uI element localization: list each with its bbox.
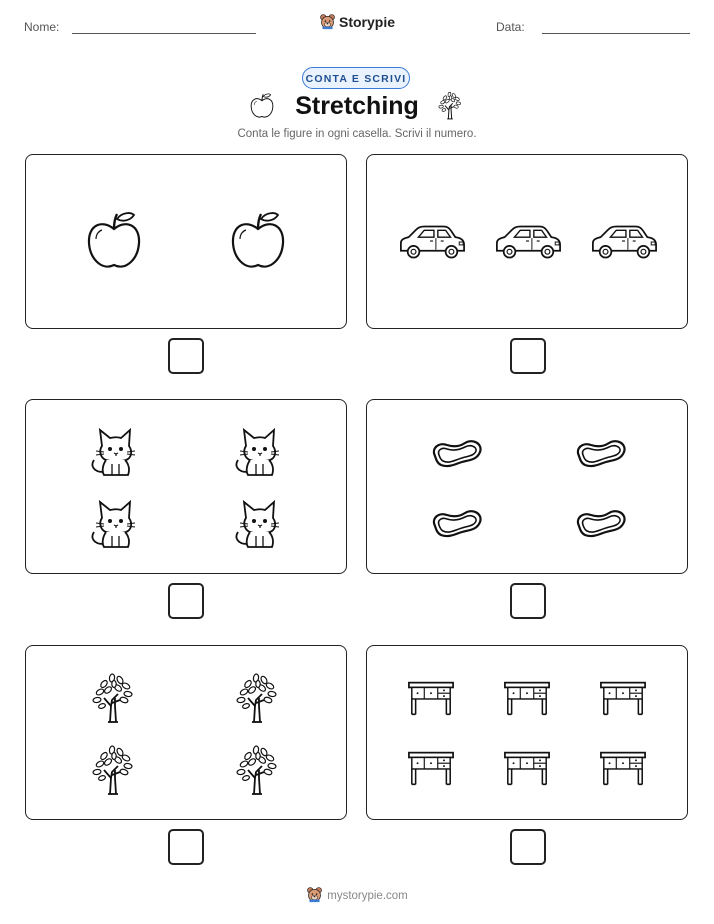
- desk-figure: [599, 748, 647, 788]
- bear-icon: [319, 13, 336, 33]
- instructions: Conta le figure in ogni casella. Scrivi il numero.: [237, 128, 477, 140]
- tree-figure: [232, 742, 282, 796]
- date-label: Data:: [496, 20, 525, 34]
- name-label: Nome:: [24, 20, 60, 34]
- count-card-cars: [366, 154, 688, 329]
- answer-box[interactable]: [510, 583, 546, 619]
- desk-figure: [407, 748, 455, 788]
- desk-figure: [503, 748, 551, 788]
- date-line[interactable]: [542, 33, 690, 34]
- count-card-cats: [25, 399, 347, 574]
- footer-website[interactable]: mystorypie.com: [327, 890, 408, 902]
- cat-figure: [88, 496, 138, 550]
- tree-icon: [436, 90, 464, 125]
- apple-figure: [228, 209, 288, 273]
- cat-figure: [88, 424, 138, 478]
- answer-box[interactable]: [510, 338, 546, 374]
- answer-box[interactable]: [168, 829, 204, 865]
- count-card-desks: [366, 645, 688, 820]
- count-card-apples: [25, 154, 347, 329]
- footer: [0, 886, 714, 906]
- rubber-band-figure: [573, 506, 629, 540]
- answer-box[interactable]: [510, 829, 546, 865]
- page-title: Stretching: [295, 92, 419, 120]
- car-figure: [493, 221, 563, 263]
- car-figure: [589, 221, 659, 263]
- brand-logo: [0, 13, 714, 33]
- desk-figure: [599, 678, 647, 718]
- count-card-trees: [25, 645, 347, 820]
- rubber-band-figure: [429, 506, 485, 540]
- apple-figure: [84, 209, 144, 273]
- desk-figure: [407, 678, 455, 718]
- cat-figure: [232, 424, 282, 478]
- car-figure: [397, 221, 467, 263]
- rubber-band-figure: [573, 436, 629, 470]
- cat-figure: [232, 496, 282, 550]
- desk-figure: [503, 678, 551, 718]
- answer-box[interactable]: [168, 338, 204, 374]
- tree-figure: [232, 670, 282, 724]
- activity-badge: CONTA E SCRIVI: [302, 67, 410, 89]
- count-card-rubber-bands: [366, 399, 688, 574]
- name-line[interactable]: [72, 33, 256, 34]
- rubber-band-figure: [429, 436, 485, 470]
- bear-icon: [306, 886, 323, 906]
- tree-figure: [88, 742, 138, 796]
- answer-box[interactable]: [168, 583, 204, 619]
- brand-name: Storypie: [338, 14, 395, 30]
- tree-figure: [88, 670, 138, 724]
